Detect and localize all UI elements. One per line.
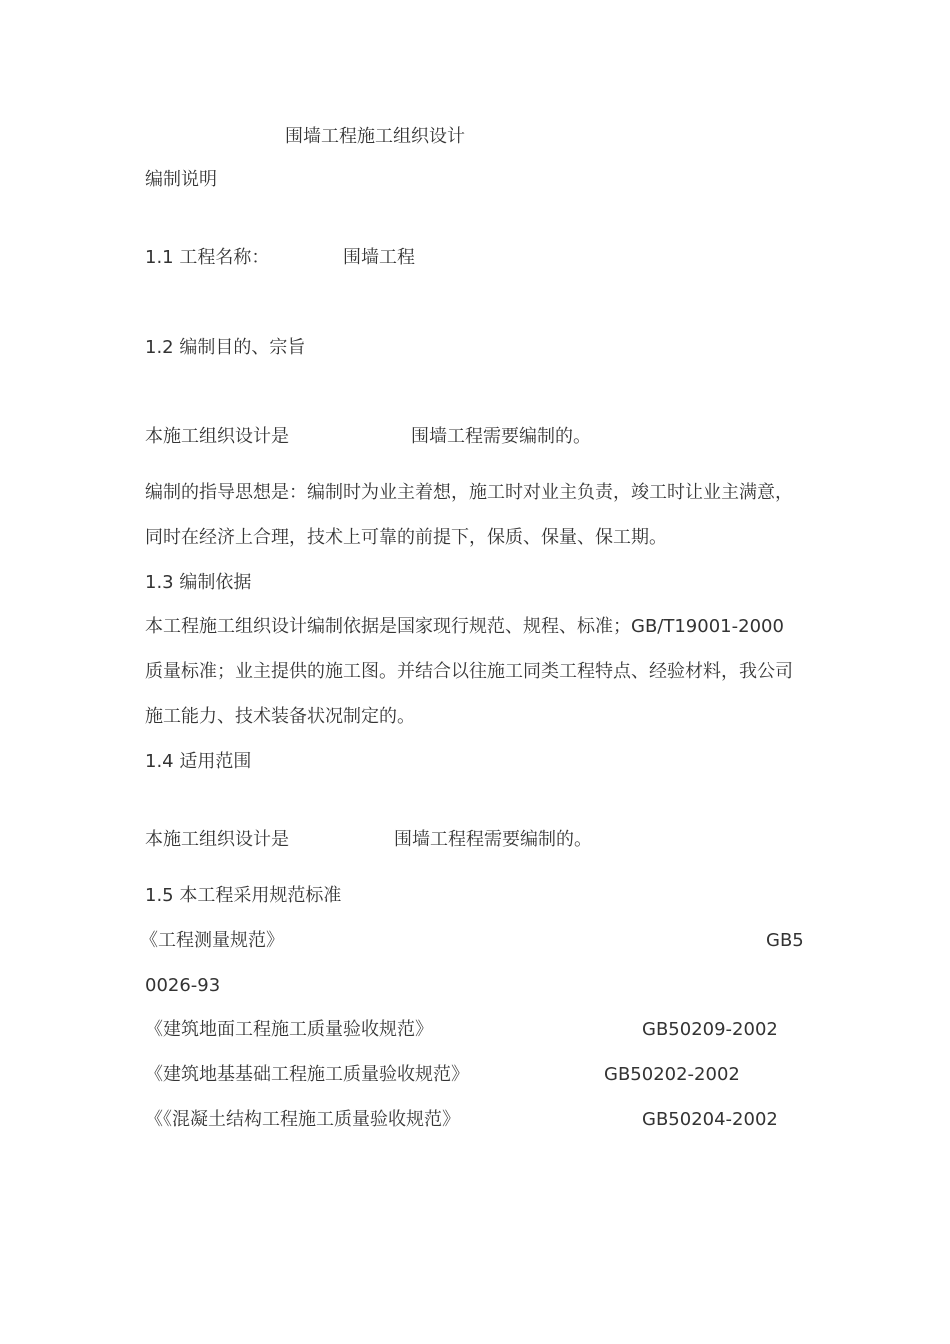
paragraph-tail: 围墙工程程需要编制的。 xyxy=(394,829,592,850)
section-label: 编制依据 xyxy=(179,572,252,593)
paragraph-line: 施工能力、技术装备状况制定的。 xyxy=(145,706,415,727)
section-heading: 编制说明 xyxy=(145,169,217,190)
standard-code: GB50202-2002 xyxy=(604,1064,740,1085)
section-1-2 xyxy=(145,336,305,360)
paragraph-line xyxy=(145,615,784,639)
section-number: 1.4 xyxy=(145,751,174,772)
section-1-5 xyxy=(145,884,341,908)
paragraph-line: 质量标准；业主提供的施工图。并结合以往施工同类工程特点、经验材料，我公司 xyxy=(145,661,793,682)
standard-code: GB/T19001-2000 xyxy=(631,616,784,637)
section-number: 1.1 xyxy=(145,247,174,268)
section-1-3 xyxy=(145,571,251,595)
section-1-4 xyxy=(145,750,251,774)
paragraph-text: 本工程施工组织设计编制依据是国家现行规范、规程、标准； xyxy=(145,616,631,637)
standard-name: 《《混凝土结构工程施工质量验收规范》 xyxy=(145,1109,460,1130)
paragraph-line: 同时在经济上合理，技术上可靠的前提下，保质、保量、保工期。 xyxy=(145,527,667,548)
section-1-1 xyxy=(145,246,269,270)
section-label: 工程名称： xyxy=(179,247,270,268)
standard-name: 《建筑地基基础工程施工质量验收规范》 xyxy=(145,1064,469,1085)
section-number: 1.5 xyxy=(145,885,174,906)
standard-code: GB50204-2002 xyxy=(642,1109,778,1130)
paragraph-lead: 本施工组织设计是 xyxy=(145,829,289,850)
section-number: 1.3 xyxy=(145,572,174,593)
project-name-value: 围墙工程 xyxy=(343,247,415,268)
standard-code: GB5 xyxy=(766,930,804,951)
paragraph-tail: 围墙工程需要编制的。 xyxy=(411,426,591,447)
section-number: 1.2 xyxy=(145,337,174,358)
paragraph-lead: 本施工组织设计是 xyxy=(145,426,289,447)
standard-name: 《工程测量规范》 xyxy=(140,930,284,951)
paragraph-line: 编制的指导思想是：编制时为业主着想，施工时对业主负责，竣工时让业主满意， xyxy=(145,482,793,503)
document-title: 围墙工程施工组织设计 xyxy=(285,126,465,147)
standard-code-continued: 0026-93 xyxy=(145,975,221,996)
section-label: 适用范围 xyxy=(179,751,252,772)
section-label: 本工程采用规范标准 xyxy=(179,885,342,906)
section-label: 编制目的、宗旨 xyxy=(179,337,306,358)
standard-name: 《建筑地面工程施工质量验收规范》 xyxy=(145,1019,433,1040)
standard-code: GB50209-2002 xyxy=(642,1019,778,1040)
